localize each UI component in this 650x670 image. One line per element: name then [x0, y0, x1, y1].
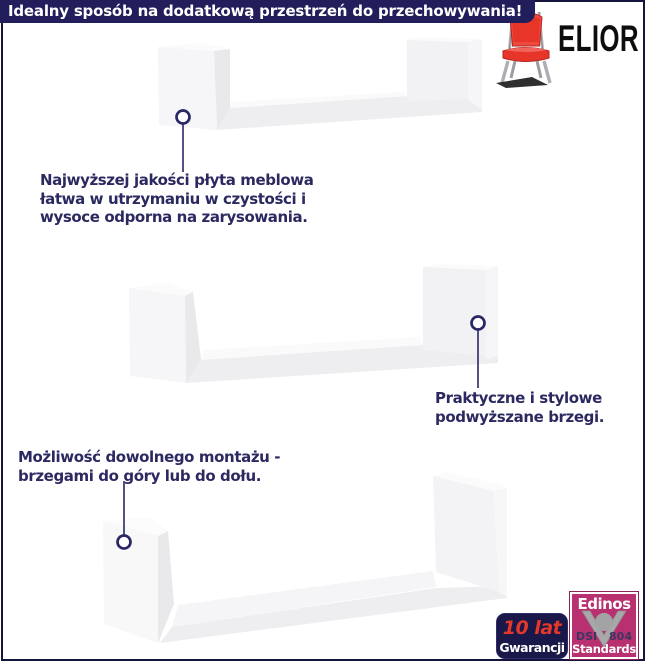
annotation-line: podwyższane brzegi. — [435, 407, 605, 426]
annotation-line: Najwyższej jakości płyta meblowa — [40, 171, 314, 189]
u-shelf-middle — [129, 264, 498, 383]
standards-left-text: DSI — [576, 630, 598, 643]
annotation-line: łatwa w utrzymaniu w czystości i — [40, 189, 306, 208]
headline-banner — [0, 0, 535, 23]
callout-top — [177, 111, 190, 173]
warranty-badge — [496, 613, 568, 659]
annotation-line: wysoce odporna na zarysowania. — [40, 208, 308, 226]
standards-brand: Edinos — [577, 595, 631, 613]
annotation-line: Praktyczne i stylowe — [435, 389, 602, 407]
annotation-line: brzegami do góry lub do dołu. — [18, 466, 262, 485]
callout-marker-bottom — [118, 536, 131, 549]
headline-text: Idealny sposób na dodatkową przestrzeń do przechowywania! — [8, 2, 523, 20]
standards-label: Standards — [572, 642, 636, 656]
standards-badge — [570, 592, 638, 659]
warranty-years: 10 lat — [502, 617, 562, 639]
u-shelf-top — [158, 37, 482, 130]
standards-right-text: 804 — [609, 630, 632, 643]
u-shelf-bottom — [103, 472, 507, 643]
callout-marker-top — [177, 111, 190, 124]
callout-bottom — [118, 481, 131, 549]
warranty-label: Gwarancji — [499, 640, 565, 655]
annotation-line: Możliwość dowolnego montażu - — [18, 448, 281, 466]
callout-marker-middle — [472, 317, 485, 330]
brand-name: ELIOR — [558, 18, 639, 60]
